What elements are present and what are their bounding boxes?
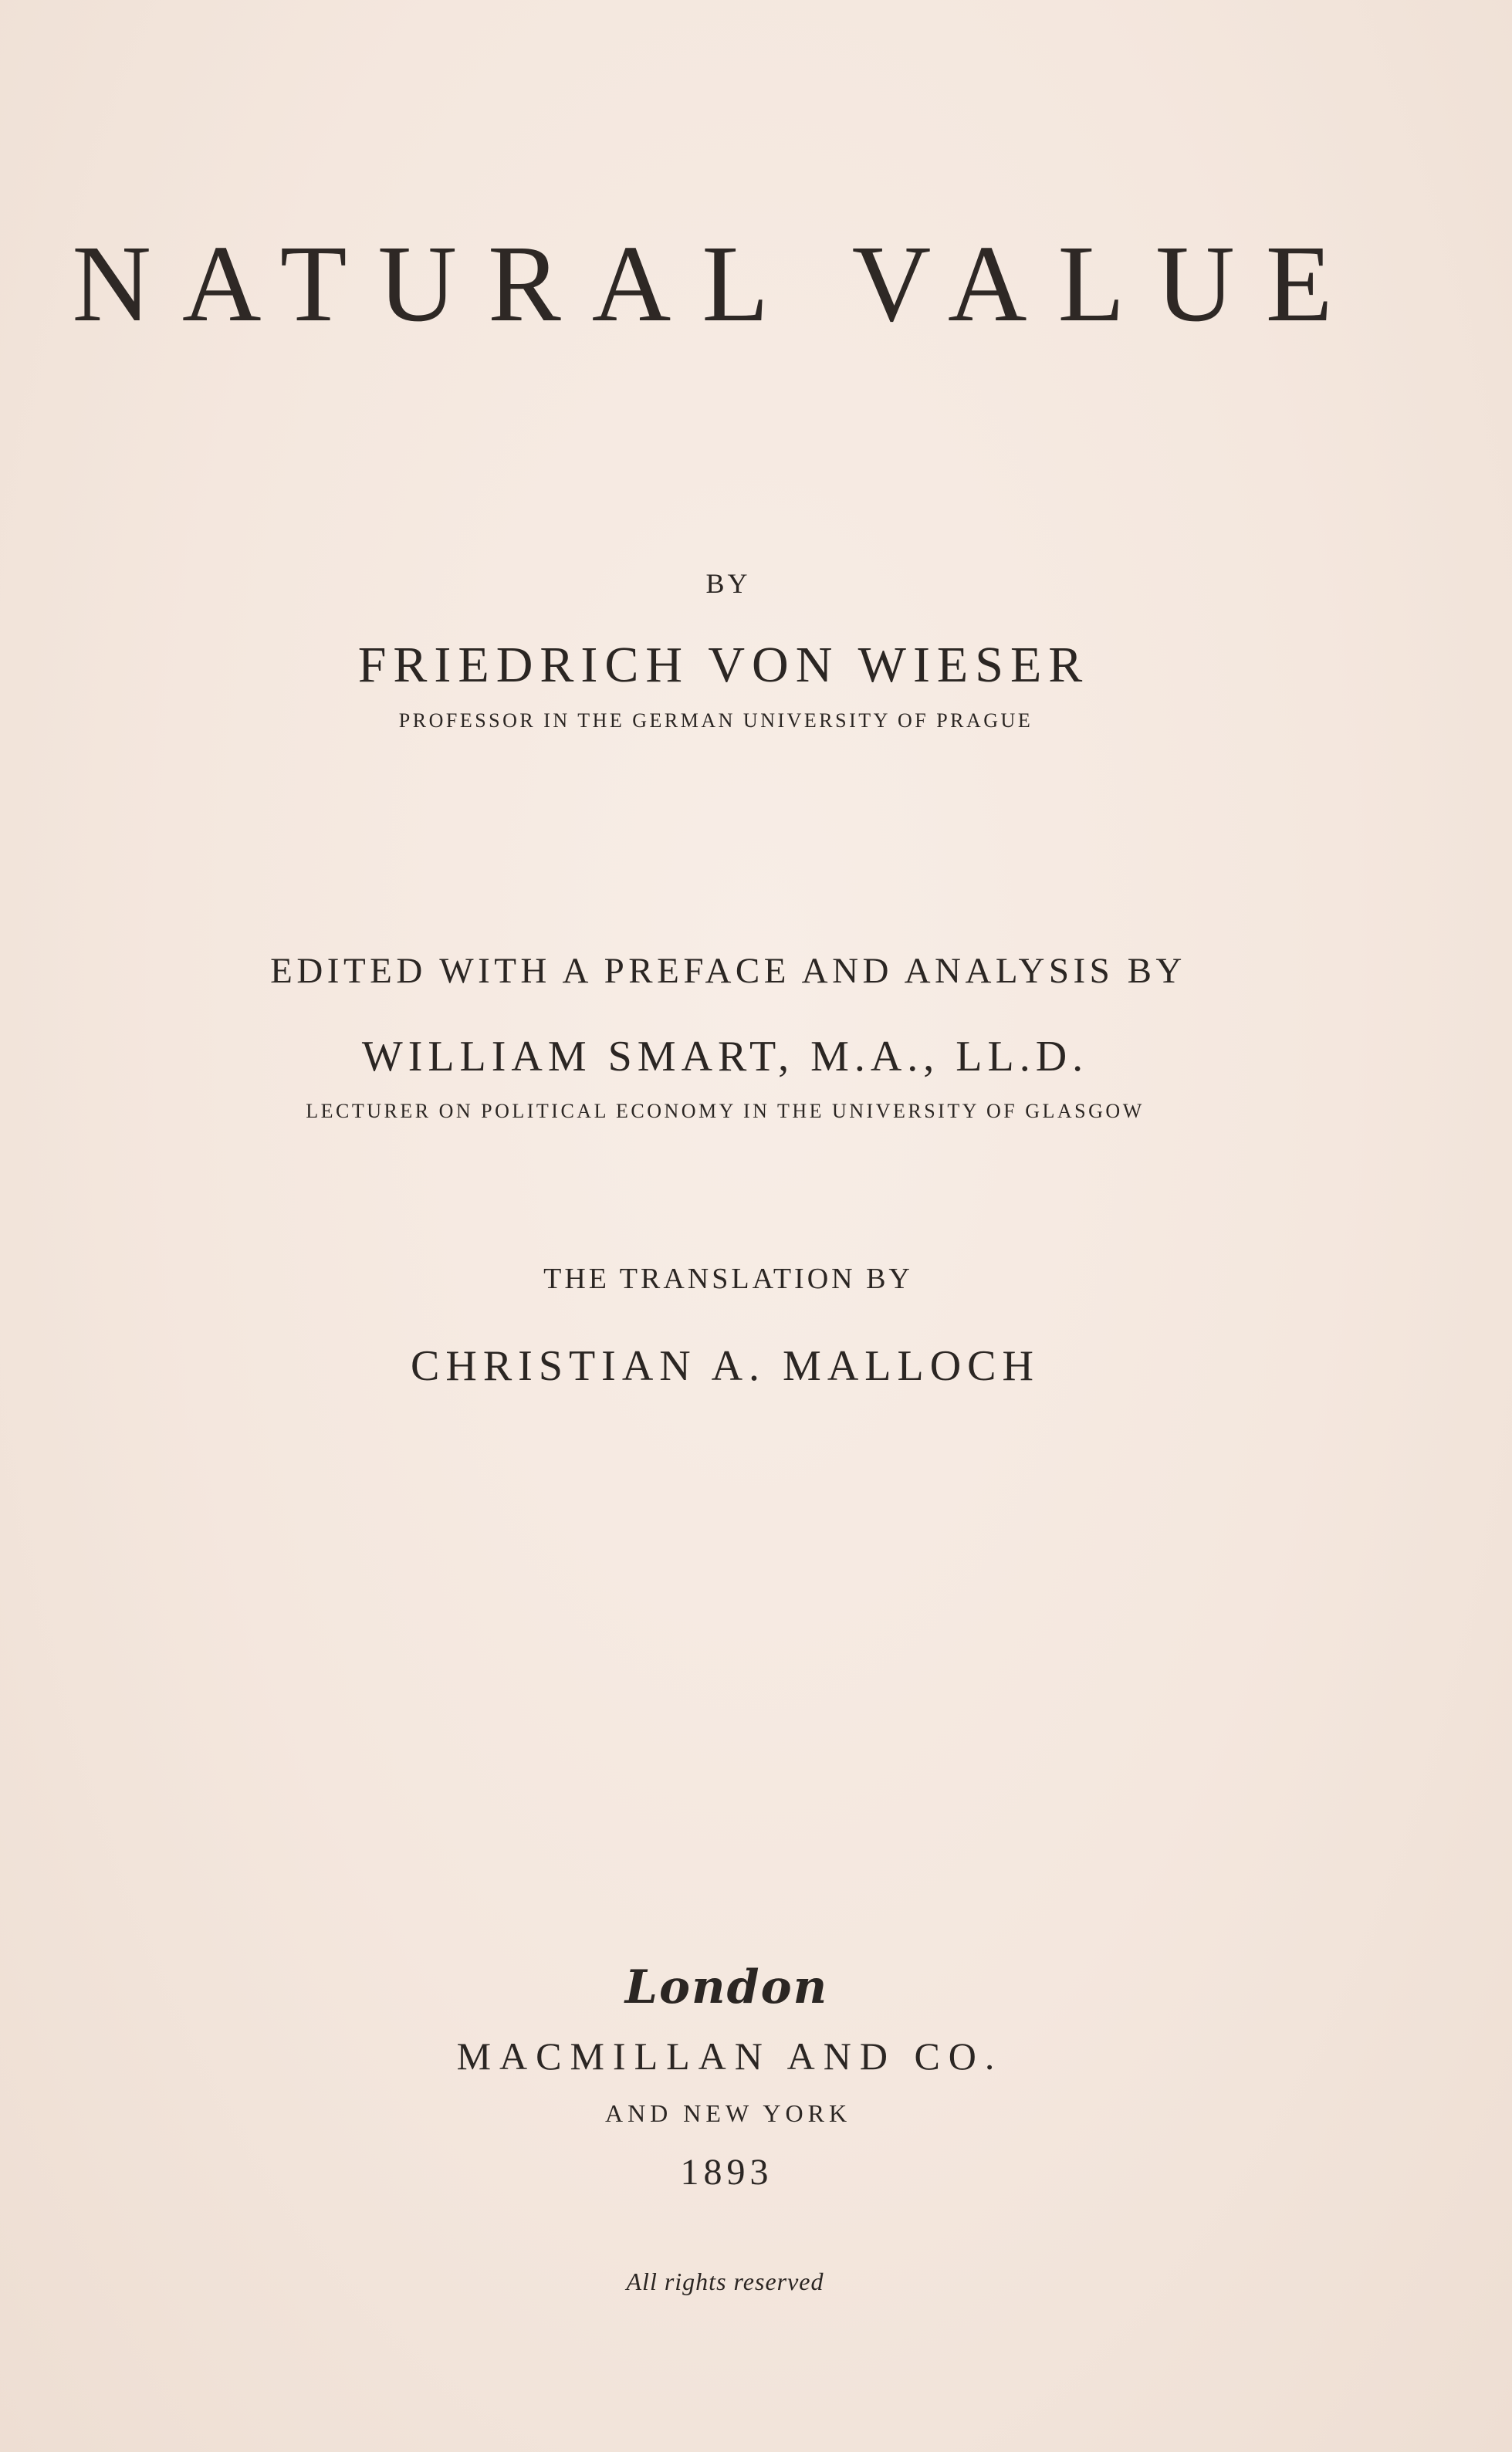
book-title: NATURAL VALUE [72, 222, 1364, 344]
author-name: FRIEDRICH VON WIESER [357, 637, 1090, 693]
editor-name: WILLIAM SMART, M.A., LL.D. [361, 1033, 1089, 1081]
translation-line: THE TRANSLATION BY [543, 1263, 913, 1295]
by-line: BY [705, 568, 751, 599]
rights-notice: All rights reserved [626, 2268, 824, 2295]
translator-name: CHRISTIAN A. MALLOCH [411, 1342, 1040, 1390]
edited-line: EDITED WITH A PREFACE AND ANALYSIS BY [270, 951, 1186, 991]
publisher-name: MACMILLAN AND CO. [456, 2034, 1003, 2078]
author-affiliation: PROFESSOR IN THE GERMAN UNIVERSITY OF PRAGUE [398, 709, 1033, 732]
editor-affiliation: LECTURER ON POLITICAL ECONOMY IN THE UNIVERSITY OF GLASGOW [306, 1100, 1145, 1122]
imprint-city: London [624, 1960, 829, 2014]
publication-year: 1893 [680, 2152, 773, 2193]
publisher-location: AND NEW YORK [604, 2099, 852, 2127]
